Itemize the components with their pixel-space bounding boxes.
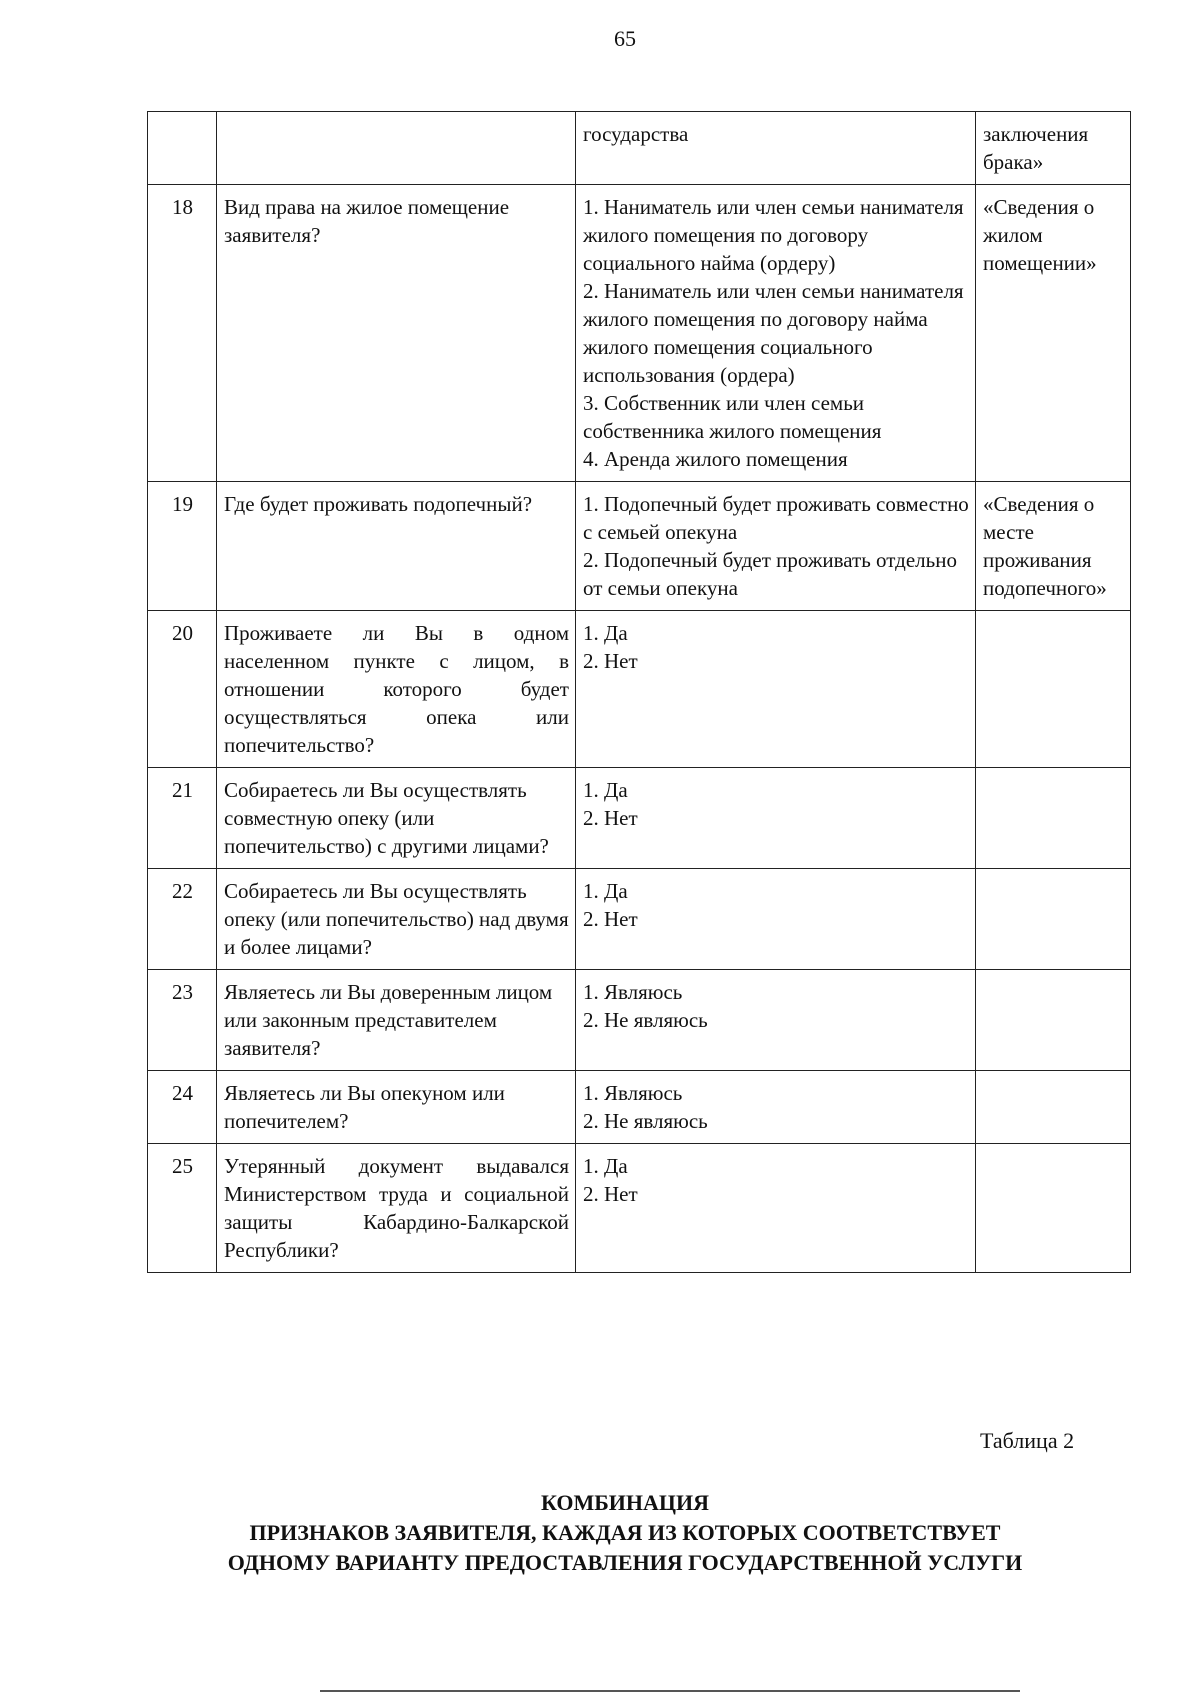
row-number: 25: [148, 1144, 217, 1273]
answers-cell: [576, 611, 976, 768]
table-row: [148, 869, 1131, 970]
section-cell: [976, 1144, 1131, 1273]
row-number: 21: [148, 768, 217, 869]
question-cell: Собираетесь ли Вы осуществлять совместную опеку (или попечительство) с другими лицами?: [217, 768, 576, 869]
heading-line-2: ПРИЗНАКОВ ЗАЯВИТЕЛЯ, КАЖДАЯ ИЗ КОТОРЫХ СООТВЕТСТВУЕТ: [249, 1520, 1001, 1545]
answer-option: 1. Являюсь: [583, 980, 683, 1004]
answer-option: государства: [583, 122, 689, 146]
table-row: [148, 1071, 1131, 1144]
criteria-table-body: [148, 112, 1131, 1273]
answer-option: 1. Наниматель или член семьи нанимателя жилого помещения по договору социального найма (ордеру): [583, 195, 964, 275]
answers-cell: [576, 1144, 976, 1273]
row-number: 18: [148, 185, 217, 482]
section-cell: [976, 611, 1131, 768]
question-cell: Утерянный документ выдавался Министерством труда и социальной защиты Кабардино-Балкарской Республики?: [217, 1144, 576, 1273]
answer-option: 2. Наниматель или член семьи нанимателя жилого помещения по договору найма жилого помещения социального использования (ордера): [583, 279, 964, 387]
table-row: [148, 482, 1131, 611]
answer-option: 1. Да: [583, 1154, 628, 1178]
answers-cell: [576, 970, 976, 1071]
answers-cell: [576, 482, 976, 611]
row-number: 24: [148, 1071, 217, 1144]
answer-option: 1. Да: [583, 879, 628, 903]
row-number: 20: [148, 611, 217, 768]
answer-option: 2. Нет: [583, 806, 638, 830]
section-cell: «Сведения о месте проживания подопечного»: [976, 482, 1131, 611]
heading-line-3: ОДНОМУ ВАРИАНТУ ПРЕДОСТАВЛЕНИЯ ГОСУДАРСТВЕННОЙ УСЛУГИ: [227, 1550, 1023, 1575]
answer-option: 2. Нет: [583, 1182, 638, 1206]
answers-cell: [576, 768, 976, 869]
answer-option: 2. Не являюсь: [583, 1109, 708, 1133]
criteria-table: [147, 111, 1131, 1273]
section-cell: заключения брака»: [976, 112, 1131, 185]
answer-option: 4. Аренда жилого помещения: [583, 447, 848, 471]
answer-option: 2. Нет: [583, 649, 638, 673]
answers-cell: [576, 869, 976, 970]
answer-option: 3. Собственник или член семьи собственника жилого помещения: [583, 391, 882, 443]
section-cell: [976, 768, 1131, 869]
answers-cell: [576, 185, 976, 482]
answer-option: 1. Подопечный будет проживать совместно с семьей опекуна: [583, 492, 969, 544]
question-cell: [217, 112, 576, 185]
table-row: [148, 112, 1131, 185]
table-row: [148, 1144, 1131, 1273]
row-number: 23: [148, 970, 217, 1071]
answer-option: 1. Да: [583, 621, 628, 645]
table-row: [148, 970, 1131, 1071]
question-cell: Являетесь ли Вы опекуном или попечителем?: [217, 1071, 576, 1144]
bottom-rule: [320, 1690, 1020, 1692]
answer-option: 2. Подопечный будет проживать отдельно от семьи опекуна: [583, 548, 957, 600]
section-cell: [976, 1071, 1131, 1144]
section-heading: [0, 1488, 1200, 1578]
page-number: 65: [614, 26, 636, 51]
question-cell: Где будет проживать подопечный?: [217, 482, 576, 611]
answer-option: 1. Да: [583, 778, 628, 802]
answer-option: 1. Являюсь: [583, 1081, 683, 1105]
row-number: 22: [148, 869, 217, 970]
section-cell: [976, 970, 1131, 1071]
section-cell: «Сведения о жилом помещении»: [976, 185, 1131, 482]
section-cell: [976, 869, 1131, 970]
table-row: [148, 611, 1131, 768]
row-number: [148, 112, 217, 185]
table-caption: Таблица 2: [980, 1428, 1075, 1453]
heading-line-1: КОМБИНАЦИЯ: [540, 1490, 710, 1515]
question-cell: Собираетесь ли Вы осуществлять опеку (или попечительство) над двумя и более лицами?: [217, 869, 576, 970]
row-number: 19: [148, 482, 217, 611]
answer-option: 2. Не являюсь: [583, 1008, 708, 1032]
question-cell: Являетесь ли Вы доверенным лицом или законным представителем заявителя?: [217, 970, 576, 1071]
table-row: [148, 768, 1131, 869]
question-cell: Вид права на жилое помещение заявителя?: [217, 185, 576, 482]
answers-cell: [576, 1071, 976, 1144]
answers-cell: [576, 112, 976, 185]
answer-option: 2. Нет: [583, 907, 638, 931]
question-cell: Проживаете ли Вы в одном населенном пункте с лицом, в отношении которого будет осуществляться опека или попечительство?: [217, 611, 576, 768]
table-row: [148, 185, 1131, 482]
